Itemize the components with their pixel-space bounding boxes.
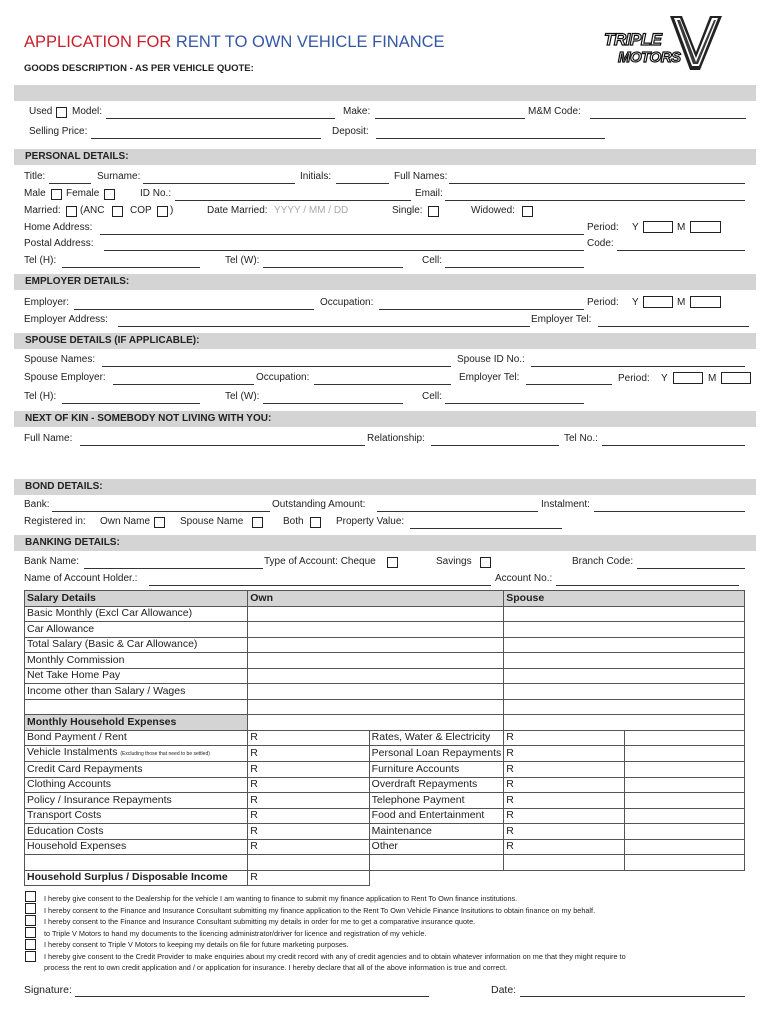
postal-address-label: Postal Address: (24, 238, 94, 249)
postal-address-field[interactable] (104, 238, 584, 251)
table-row (25, 684, 745, 700)
expense-left-amount[interactable]: R (248, 746, 369, 762)
surname-field[interactable] (143, 171, 295, 184)
close-paren: ) (170, 205, 174, 216)
title-part-1: APPLICATION FOR (24, 33, 172, 51)
expense-extra-cell[interactable] (625, 762, 745, 778)
cop-label: COP (130, 205, 152, 216)
logo-line-1: TRIPLE (604, 30, 662, 49)
property-value-field[interactable] (410, 516, 562, 529)
expense-left-amount[interactable]: R (248, 824, 369, 840)
selling-price-field[interactable] (91, 126, 321, 139)
spouse-period-m-label: M (708, 373, 717, 384)
employer-label: Employer: (24, 297, 70, 308)
expense-left-label: Clothing Accounts (25, 777, 248, 793)
mm-code-label: M&M Code: (528, 106, 581, 117)
single-label: Single: (392, 205, 423, 216)
expense-left-amount[interactable]: R (248, 839, 369, 855)
date-married-field[interactable]: YYYY / MM / DD (274, 205, 349, 216)
female-label: Female (66, 188, 100, 199)
expense-extra-cell[interactable] (625, 793, 745, 809)
spouse-details-bar (14, 333, 756, 349)
employer-tel-field[interactable] (598, 314, 749, 327)
spouse-employer-field[interactable] (113, 372, 254, 385)
next-of-kin-bar (14, 411, 756, 427)
own-amount-cell[interactable] (248, 606, 504, 622)
table-row (25, 777, 745, 793)
spouse-amount-cell[interactable] (504, 637, 745, 653)
home-period-months-input[interactable] (690, 221, 721, 233)
spouse-amount-cell[interactable] (504, 668, 745, 684)
expense-left-amount[interactable]: R (248, 793, 369, 809)
expense-extra-cell[interactable] (625, 777, 745, 793)
make-field[interactable] (375, 106, 525, 119)
salary-row-label: Total Salary (Basic & Car Allowance) (25, 637, 248, 653)
instalment-field[interactable] (594, 499, 745, 512)
kin-full-name-field[interactable] (80, 433, 365, 446)
page-title (24, 33, 445, 52)
bond-details-heading: BOND DETAILS: (25, 481, 103, 492)
salary-row-label: Monthly Commission (25, 653, 248, 669)
vehicle-bar (14, 85, 756, 101)
expense-right-label: Maintenance (369, 824, 504, 840)
expense-right-label: Food and Entertainment (369, 808, 504, 824)
full-names-label: Full Names: (394, 171, 448, 182)
own-amount-cell[interactable] (248, 637, 504, 653)
declaration-checkbox-5[interactable] (25, 939, 36, 950)
own-amount-cell[interactable] (248, 653, 504, 669)
spouse-tel-h-field[interactable] (62, 391, 200, 404)
type-of-account-label: Type of Account: Cheque (264, 556, 376, 567)
expense-extra-cell[interactable] (625, 808, 745, 824)
employer-period-years-input[interactable] (643, 296, 673, 308)
triple-v-motors-logo (600, 12, 735, 74)
married-checkbox[interactable] (66, 206, 77, 217)
table-row (25, 606, 745, 622)
declaration-checkbox-6[interactable] (25, 951, 36, 962)
expense-left-label (25, 746, 248, 762)
spouse-tel-h-label: Tel (H): (24, 391, 57, 402)
spouse-employer-tel-label: Employer Tel: (459, 372, 520, 383)
expense-right-amount[interactable]: R (504, 839, 625, 855)
selling-price-label: Selling Price: (29, 126, 88, 137)
postal-code-field[interactable] (617, 238, 745, 251)
widowed-label: Widowed: (471, 205, 515, 216)
registered-in-label: Registered in: (24, 516, 86, 527)
spouse-amount-cell[interactable] (504, 622, 745, 638)
employer-period-y-label: Y (632, 297, 639, 308)
expense-right-amount[interactable]: R (504, 808, 625, 824)
spouse-header: Spouse (504, 591, 745, 607)
salary-row-label: Car Allowance (25, 622, 248, 638)
id-no-field[interactable] (175, 188, 411, 201)
property-value-label: Property Value: (336, 516, 405, 527)
expense-right-label: Personal Loan Repayments (369, 746, 504, 762)
spouse-tel-w-label: Tel (W): (225, 391, 260, 402)
employer-field[interactable] (74, 297, 314, 310)
finance-table (24, 590, 745, 886)
table-row (25, 668, 745, 684)
expense-right-amount[interactable]: R (504, 746, 625, 762)
used-label: Used (29, 106, 53, 117)
salary-details-header: Salary Details (25, 591, 248, 607)
branch-code-field[interactable] (637, 556, 745, 569)
home-address-label: Home Address: (24, 222, 93, 233)
declaration-text: I hereby consent to Triple V Motors to keeping my details on file for future marketing purposes. (44, 940, 349, 949)
salary-row-label: Income other than Salary / Wages (25, 684, 248, 700)
both-checkbox[interactable] (310, 517, 321, 528)
female-checkbox[interactable] (104, 189, 115, 200)
employer-address-label: Employer Address: (24, 314, 108, 325)
savings-label: Savings (436, 556, 472, 567)
vehicle-instalments-label: Vehicle Instalments (27, 746, 118, 758)
employer-period-months-input[interactable] (690, 296, 721, 308)
tel-w-field[interactable] (263, 255, 403, 268)
spouse-amount-cell[interactable] (504, 653, 745, 669)
table-row (25, 762, 745, 778)
spouse-occupation-label: Occupation: (256, 372, 310, 383)
logo-line-2: MOTORS (618, 49, 681, 66)
expense-extra-cell[interactable] (625, 746, 745, 762)
spouse-period-years-input[interactable] (673, 372, 703, 384)
title-label: Title: (24, 171, 46, 182)
account-no-field[interactable] (556, 573, 739, 586)
used-checkbox[interactable] (56, 107, 67, 118)
bond-bank-field[interactable] (52, 499, 270, 512)
expense-right-amount[interactable]: R (504, 762, 625, 778)
bank-name-field[interactable] (84, 556, 263, 569)
spouse-period-months-input[interactable] (721, 372, 751, 384)
spouse-cell-field[interactable] (445, 391, 584, 404)
expense-right-label: Telephone Payment (369, 793, 504, 809)
full-names-field[interactable] (449, 171, 745, 184)
spouse-id-field[interactable] (531, 354, 745, 367)
male-checkbox[interactable] (51, 189, 62, 200)
initials-label: Initials: (300, 171, 332, 182)
home-period-y-label: Y (632, 222, 639, 233)
employer-details-heading: EMPLOYER DETAILS: (25, 276, 130, 287)
personal-details-heading: PERSONAL DETAILS: (25, 151, 129, 162)
declaration-text: I hereby give consent to the Credit Provider to make enquiries about my credit record with any of credit agencies and to obtain whatever information on me that they might require to (44, 952, 626, 961)
declaration-checkbox-1[interactable] (25, 891, 36, 902)
tel-h-label: Tel (H): (24, 255, 57, 266)
declaration-text: I hereby consent to the Finance and Insurance Consultant submitting my finance application to the Rent To Own Vehicle Finance Insitutions to obtain finance on my behalf. (44, 906, 596, 915)
table-row (25, 637, 745, 653)
model-label: Model: (72, 106, 103, 117)
widowed-checkbox[interactable] (522, 206, 533, 217)
spouse-tel-w-field[interactable] (263, 391, 403, 404)
declaration-text: to Triple V Motors to hand my documents to the licencing administrator/driver for licence and registration of my vehicle. (44, 929, 427, 938)
spouse-details-heading: SPOUSE DETAILS (IF APPLICABLE): (25, 335, 200, 346)
employer-address-field[interactable] (118, 314, 530, 327)
id-no-label: ID No.: (140, 188, 172, 199)
expense-right-amount[interactable]: R (504, 793, 625, 809)
declaration-checkbox-2[interactable] (25, 903, 36, 914)
own-amount-cell[interactable] (248, 684, 504, 700)
table-row (25, 653, 745, 669)
cheque-checkbox[interactable] (387, 557, 398, 568)
anc-label: (ANC (80, 205, 105, 216)
expense-left-amount[interactable]: R (248, 808, 369, 824)
date-label: Date: (491, 984, 517, 996)
kin-tel-label: Tel No.: (564, 433, 598, 444)
declaration-checkbox-4[interactable] (25, 927, 36, 938)
table-row (25, 793, 745, 809)
employer-period-label: Period: (587, 297, 619, 308)
cop-checkbox[interactable] (157, 206, 168, 217)
tel-w-label: Tel (W): (225, 255, 260, 266)
title-part-2: RENT TO OWN VEHICLE FINANCE (175, 33, 445, 51)
declaration-text: I hereby consent to the Finance and Insurance Consultant submitting my details in order for me to get a comparative insurance quote. (44, 917, 476, 926)
both-label: Both (283, 516, 304, 527)
model-field[interactable] (106, 106, 335, 119)
spouse-period-label: Period: (618, 373, 650, 384)
expense-left-label: Education Costs (25, 824, 248, 840)
date-married-label: Date Married: (207, 205, 268, 216)
instalment-label: Instalment: (541, 499, 590, 510)
own-name-checkbox[interactable] (154, 517, 165, 528)
bank-name-label: Bank Name: (24, 556, 80, 567)
own-amount-cell[interactable] (248, 622, 504, 638)
spouse-amount-cell[interactable] (504, 684, 745, 700)
expense-right-amount[interactable]: R (504, 730, 625, 746)
expense-right-label: Other (369, 839, 504, 855)
bond-details-bar (14, 479, 756, 495)
spouse-period-y-label: Y (661, 373, 668, 384)
table-row (25, 730, 745, 746)
deposit-field[interactable] (376, 126, 605, 139)
home-period-label: Period: (587, 222, 619, 233)
spacer-row (25, 699, 745, 715)
mm-code-field[interactable] (590, 106, 746, 119)
spouse-employer-tel-field[interactable] (526, 372, 612, 385)
employer-details-bar (14, 274, 756, 290)
expense-left-label: Credit Card Repayments (25, 762, 248, 778)
declaration-text: process the rent to own credit application and / or application for insurance. I hereby declare that all of the above information is true and correct. (44, 963, 508, 972)
spouse-names-label: Spouse Names: (24, 354, 96, 365)
employer-tel-label: Employer Tel: (531, 314, 592, 325)
expense-left-label: Policy / Insurance Repayments (25, 793, 248, 809)
personal-details-bar (14, 149, 756, 165)
email-field[interactable] (445, 188, 745, 201)
date-field[interactable] (520, 984, 745, 997)
salary-header-row (25, 591, 745, 607)
declaration-checkbox-3[interactable] (25, 915, 36, 926)
salary-row-label: Basic Monthly (Excl Car Allowance) (25, 606, 248, 622)
outstanding-amount-label: Outstanding Amount: (272, 499, 366, 510)
expense-left-label: Transport Costs (25, 808, 248, 824)
table-row (25, 808, 745, 824)
surplus-amount[interactable]: R (248, 870, 369, 886)
spouse-name-label: Spouse Name (180, 516, 244, 527)
home-address-field[interactable] (100, 222, 584, 235)
spouse-occupation-field[interactable] (314, 372, 451, 385)
expense-right-amount[interactable]: R (504, 824, 625, 840)
expenses-header-row (25, 715, 745, 731)
expense-extra-cell[interactable] (625, 839, 745, 855)
table-row (25, 746, 745, 762)
own-amount-cell[interactable] (248, 668, 504, 684)
banking-details-bar (14, 535, 756, 551)
declaration-text: I hereby give consent to the Dealership for the vehicle I am wanting to finance to submit my finance application to Rent To Own finance institutions. (44, 894, 518, 903)
expense-right-amount[interactable]: R (504, 777, 625, 793)
spacer-row (25, 855, 745, 871)
married-label: Married: (24, 205, 61, 216)
account-no-label: Account No.: (495, 573, 553, 584)
kin-full-name-label: Full Name: (24, 433, 73, 444)
logo-v-letter (688, 20, 689, 21)
account-holder-field[interactable] (149, 573, 491, 586)
expense-right-label: Rates, Water & Electricity (369, 730, 504, 746)
expense-left-amount[interactable]: R (248, 762, 369, 778)
home-period-years-input[interactable] (643, 221, 673, 233)
home-period-m-label: M (677, 222, 686, 233)
cell-label: Cell: (422, 255, 443, 266)
account-holder-label: Name of Account Holder.: (24, 573, 138, 584)
salary-row-label: Net Take Home Pay (25, 668, 248, 684)
make-label: Make: (343, 106, 371, 117)
kin-tel-field[interactable] (602, 433, 745, 446)
expenses-header: Monthly Household Expenses (25, 715, 248, 731)
branch-code-label: Branch Code: (572, 556, 634, 567)
surname-label: Surname: (97, 171, 141, 182)
own-header: Own (248, 591, 504, 607)
next-of-kin-heading: NEXT OF KIN - SOMEBODY NOT LIVING WITH YOU: (25, 413, 272, 424)
surplus-row (25, 870, 745, 886)
tel-h-field[interactable] (62, 255, 200, 268)
spouse-cell-label: Cell: (422, 391, 443, 402)
title-field[interactable] (49, 171, 91, 184)
spouse-employer-label: Spouse Employer: (24, 372, 106, 383)
expense-left-amount[interactable]: R (248, 777, 369, 793)
email-label: Email: (415, 188, 443, 199)
occupation-field[interactable] (379, 297, 584, 310)
employer-period-m-label: M (677, 297, 686, 308)
expense-extra-cell[interactable] (625, 730, 745, 746)
expense-right-label: Overdraft Repayments (369, 777, 504, 793)
own-name-label: Own Name (100, 516, 151, 527)
initials-field[interactable] (336, 171, 389, 184)
spouse-names-field[interactable] (102, 354, 451, 367)
signature-field[interactable] (75, 984, 429, 997)
table-row (25, 839, 745, 855)
signature-label: Signature: (24, 984, 72, 996)
occupation-label: Occupation: (320, 297, 374, 308)
expense-left-amount[interactable]: R (248, 730, 369, 746)
postal-code-label: Code: (587, 238, 614, 249)
vehicle-instalments-note: (Excluding those that need to be settled) (120, 751, 210, 757)
spouse-amount-cell[interactable] (504, 606, 745, 622)
spouse-name-checkbox[interactable] (252, 517, 263, 528)
expense-right-label: Furniture Accounts (369, 762, 504, 778)
male-label: Male (24, 188, 46, 199)
savings-checkbox[interactable] (480, 557, 491, 568)
single-checkbox[interactable] (428, 206, 439, 217)
deposit-label: Deposit: (332, 126, 369, 137)
expense-left-label: Household Expenses (25, 839, 248, 855)
outstanding-amount-field[interactable] (377, 499, 538, 512)
table-row (25, 824, 745, 840)
surplus-label: Household Surplus / Disposable Income (25, 870, 248, 886)
banking-details-heading: BANKING DETAILS: (25, 537, 120, 548)
expense-left-label: Bond Payment / Rent (25, 730, 248, 746)
cell-field[interactable] (445, 255, 584, 268)
expense-extra-cell[interactable] (625, 824, 745, 840)
goods-description-heading: GOODS DESCRIPTION - AS PER VEHICLE QUOTE: (24, 63, 254, 74)
anc-checkbox[interactable] (112, 206, 123, 217)
kin-relationship-label: Relationship: (367, 433, 425, 444)
bond-bank-label: Bank: (24, 499, 50, 510)
table-row (25, 622, 745, 638)
kin-relationship-field[interactable] (431, 433, 559, 446)
spouse-id-label: Spouse ID No.: (457, 354, 525, 365)
